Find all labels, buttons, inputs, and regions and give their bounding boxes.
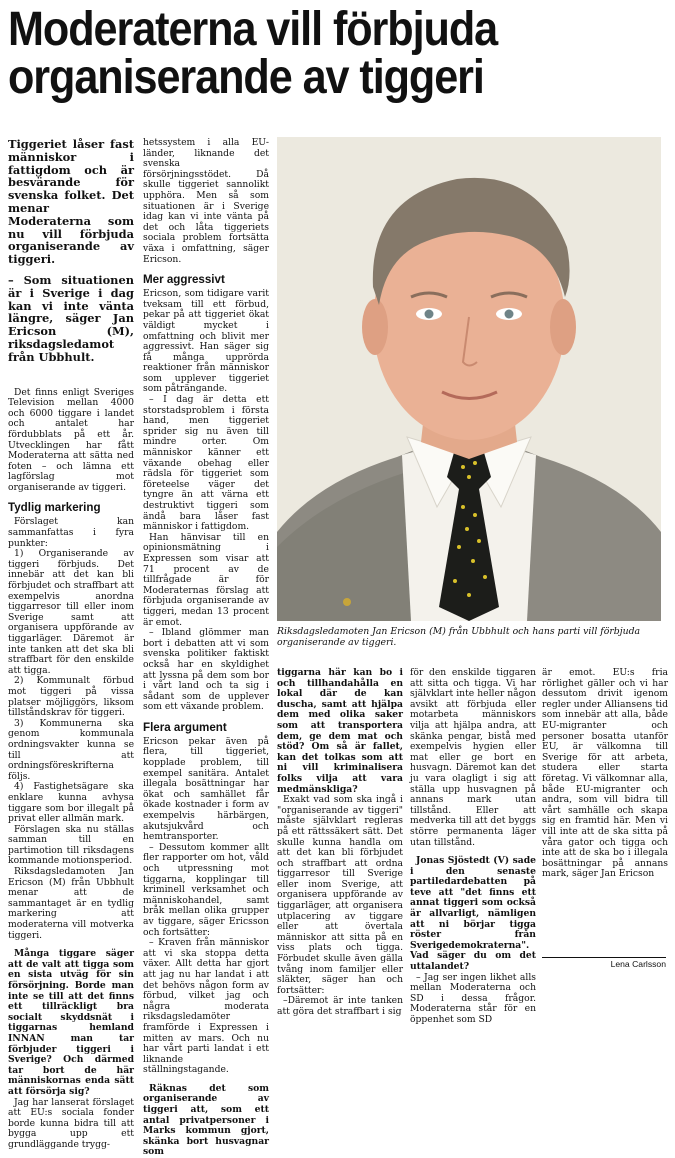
body-paragraph: – I dag är detta ett storstadsproblem i första hand, men tiggeriet sprider sig nu även till mindre orter. Om människor känner ett växande obehag eller rädsla för tiggeriet som företeelse väger det tyngre än att värna ett destruktivt tiggeri som ändå bara låser fast människor i fattigdom.: [143, 394, 269, 533]
body-paragraph: är emot. EU:s fria rörlighet gäller och vi har dessutom drivit igenom regler under Alliansens tid som innebär att alla, både EU-migranter och personer bosatta utanför EU, är välkomna till Sverige för att arbeta, studera eller starta företag. Vi välkomnar alla, både EU-migranter och andra, som vill bidra till vårt samhälle och skapa sig en framtid här. Men vi vill inte att de ska sitta på våra gator och tigga och inte att de ska bo i illegala bosättningar på annans mark, säger Jan Ericson: [542, 667, 668, 880]
interview-question: tiggarna här kan bo i och tillhandahålla en lokal där de kan duscha, samt att hjälpa dem med olika saker som att transportera dem, ge dem mat och stöd? Om så är fallet, kan det tolkas som att ni vill kriminalisera folks vilja att vara medmänskliga?: [277, 667, 403, 795]
body-paragraph: hetssystem i alla EU-länder, liknande det svenska försörjningsstödet. Då skulle tiggeriet sannolikt upphöra. Men så som situationen är i Sverige idag kan vi inte vänta på det och låta tiggeriets sociala problem fortsätta växa i omfattning, säger Ericson.: [143, 137, 269, 265]
body-paragraph: Ericson, som tidigare varit tveksam till ett förbud, pekar på att tiggeriet ökat väldigt mycket i omfattning och blivit mer aggressivt. Han säger sig få många upprörda reaktioner från människor som upplever tiggeriet som påträngande.: [143, 288, 269, 395]
body-paragraph: 2) Kommunalt förbud mot tiggeri på vissa platser möjliggörs, liksom tillståndskrav för tiggeri.: [8, 675, 134, 719]
headline: [8, 3, 602, 104]
article-column-2: [143, 137, 269, 1158]
portrait-photo: [277, 137, 661, 621]
body-paragraph: Ericson pekar även på flera, till tiggeriet, kopplade problem, till exempel sanitära. Antalet illegala bosättningar har ökat och samhället får ökade kostnader i form av exempelvis härbärgen, akutsjukvård och hemtransporter.: [143, 735, 269, 843]
body-paragraph: – Jag ser ingen likhet alls mellan Moderaterna och SD i dessa frågor. Moderaterna står för en öppenhet som SD: [410, 971, 536, 1025]
article-column-1: [8, 137, 134, 1150]
article-column-3: [277, 667, 403, 1017]
body-paragraph: Jag har lanserat förslaget att EU:s sociala fonder borde kunna bidra till att bygga upp ett grundläggande trygg-: [8, 1096, 134, 1150]
body-paragraph: 4) Fastighetsägare ska enklare kunna avhysa tiggare som bor illegalt på privat eller allmän mark.: [8, 781, 134, 825]
body-paragraph: – Dessutom kommer allt fler rapporter om hot, våld och utpressning mot tiggarna, kopplingar till kriminell verksamhet och människohandel, samt bråk mellan olika grupper av tiggare, säger Ericsson och fortsätter:: [143, 841, 269, 938]
body-paragraph: – Kraven från människor att vi ska stoppa detta växer. Allt detta har gjort att jag nu har landat i att det behövs någon form av förbud, vilket jag och några moderata riksdagsledamöter framförde i Expressen i mitten av mars. Och nu har vårt parti landat i ett liknande ställningstagande.: [143, 937, 269, 1076]
interview-question: Många tiggare säger att de valt att tigga som en sista utväg för sin försörjning. Borde man inte se till att det finns ett tillräckligt bra socialt skyddsnät i tiggarnas hemland INNAN man tar förbjuder tiggeri i Sverige? Och därmed tar bort de här människornas enda sätt att försörja sig?: [8, 948, 134, 1097]
interview-question: Räknas det som organiserande av tiggeri att, som ett antal privatpersoner i Marks kommun gjort, skänka bort husvagnar som: [143, 1082, 269, 1158]
lead-paragraph: [8, 138, 134, 364]
body-paragraph: –Däremot är inte tanken att göra det straffbart i sig: [277, 995, 403, 1017]
body-paragraph: Riksdagsledamoten Jan Ericson (M) från Ubbhult menar att de sammantaget är en tydlig markering att moderaterna vill motverka tiggeri.: [8, 866, 134, 941]
subheading-mer-aggressivt: Mer aggressivt: [143, 273, 225, 287]
photo-caption: Riksdagsledamoten Jan Ericson (M) från Ubbhult och hans parti vill förbjuda organiserande av tiggeri.: [277, 626, 641, 648]
interview-question: Jonas Sjöstedt (V) sade i den senaste partiledardebatten på teve att "det finns ett annat tiggeri som också är allvarligt, nämligen att ni börjar tigga röster från Sverigedemokraterna". Vad säger du om det uttalandet?: [410, 855, 536, 973]
body-paragraph: Förslagen ska nu ställas samman till en partimotion till riksdagens kommande motionsperiod.: [8, 823, 134, 867]
body-paragraph: för den enskilde tiggaren att sitta och tigga. Vi har självklart inte heller någon avsikt att förbjuda eller motarbeta människors vilja att hjälpa andra, att skänka pengar, bistå med exempelvis hygien eller mat eller ge bort en husvagn. Däremot kan det ju vara olagligt i sig att ställa upp husvagnen på annans mark utan tillstånd. Eller att medverka till att det byggs större permanenta läger utan tillstånd.: [410, 667, 536, 848]
lead-quote: – Som situationen är i Sverige i dag kan vi inte vänta längre, säger Jan Ericson (M), riksdagsledamot från Ubbhult.: [8, 272, 134, 364]
body-paragraph: 1) Organiserande av tiggeri förbjuds. Det innebär att det kan bli förbjudet och straffbart att exempelvis anordna tiggarresor till eller inom Sverige samt att organisera uppförande av tiggarläger. Däremot är inte tanken att det ska bli straffbart för den enskilde att tigga.: [8, 548, 134, 676]
body-paragraph: Han hänvisar till en opinionsmätning i Expressen som visar att 71 procent av de tillfrågade är för Moderaternas förslag att förbjuda organiserande av tiggeri, medan 13 procent är emot.: [143, 531, 269, 628]
byline: Lena Carlsson: [610, 959, 666, 969]
article-column-4: [410, 667, 536, 1025]
lead-intro: Tiggeriet låser fast människor i fattigdom och är besvärande för svenska folket. Det menar Moderaterna som nu vill förbjuda organiserande av tiggeri.: [8, 137, 134, 267]
body-paragraph: Exakt vad som ska ingå i "organiserande av tiggeri" måste självklart regleras på ett rättssäkert sätt. Det skulle kunna handla om att det kan bli förbjudet och straffbart att ordna tiggarresor till Sverige eller inom Sverige, att organisera uppförande av tiggarläger, att organisera utplacering av tiggare eller att övertala människor att sitta på en viss plats och tigga. Förbudet skulle även gälla tvång inom familjer eller släkter, säger han och fortsätter:: [277, 794, 403, 996]
body-paragraph: Det finns enligt Sveriges Television mellan 4000 och 6000 tiggare i landet och antalet har fördubblats på ett år. Utvecklingen har fått Moderaterna att sätta ned foten – och lämna ett lagförslag mot organiserande av tiggeri.: [8, 386, 134, 493]
portrait-illustration: [277, 137, 661, 621]
byline-divider: [542, 957, 666, 958]
article-column-5: [542, 668, 668, 973]
subheading-flera-argument: Flera argument: [143, 720, 227, 734]
body-paragraph: 3) Kommunerna ska genom kommunala ordningsvakter kunna se till att ordningsföreskrifterna följs.: [8, 717, 134, 782]
headline-line-2: organiserande av tiggeri: [8, 51, 484, 104]
subheading-tydlig-markering: Tydlig markering: [8, 501, 101, 515]
body-paragraph: Förslaget kan sammanfattas i fyra punkter:: [8, 516, 134, 549]
headline-line-1: Moderaterna vill förbjuda: [8, 3, 498, 56]
body-paragraph: – Ibland glömmer man bort i debatten att vi som svenska politiker faktiskt också har en skyldighet att lyssna på dem som bor i vårt land och ta sig i sådant som de upplever som ett växande problem.: [143, 627, 269, 713]
